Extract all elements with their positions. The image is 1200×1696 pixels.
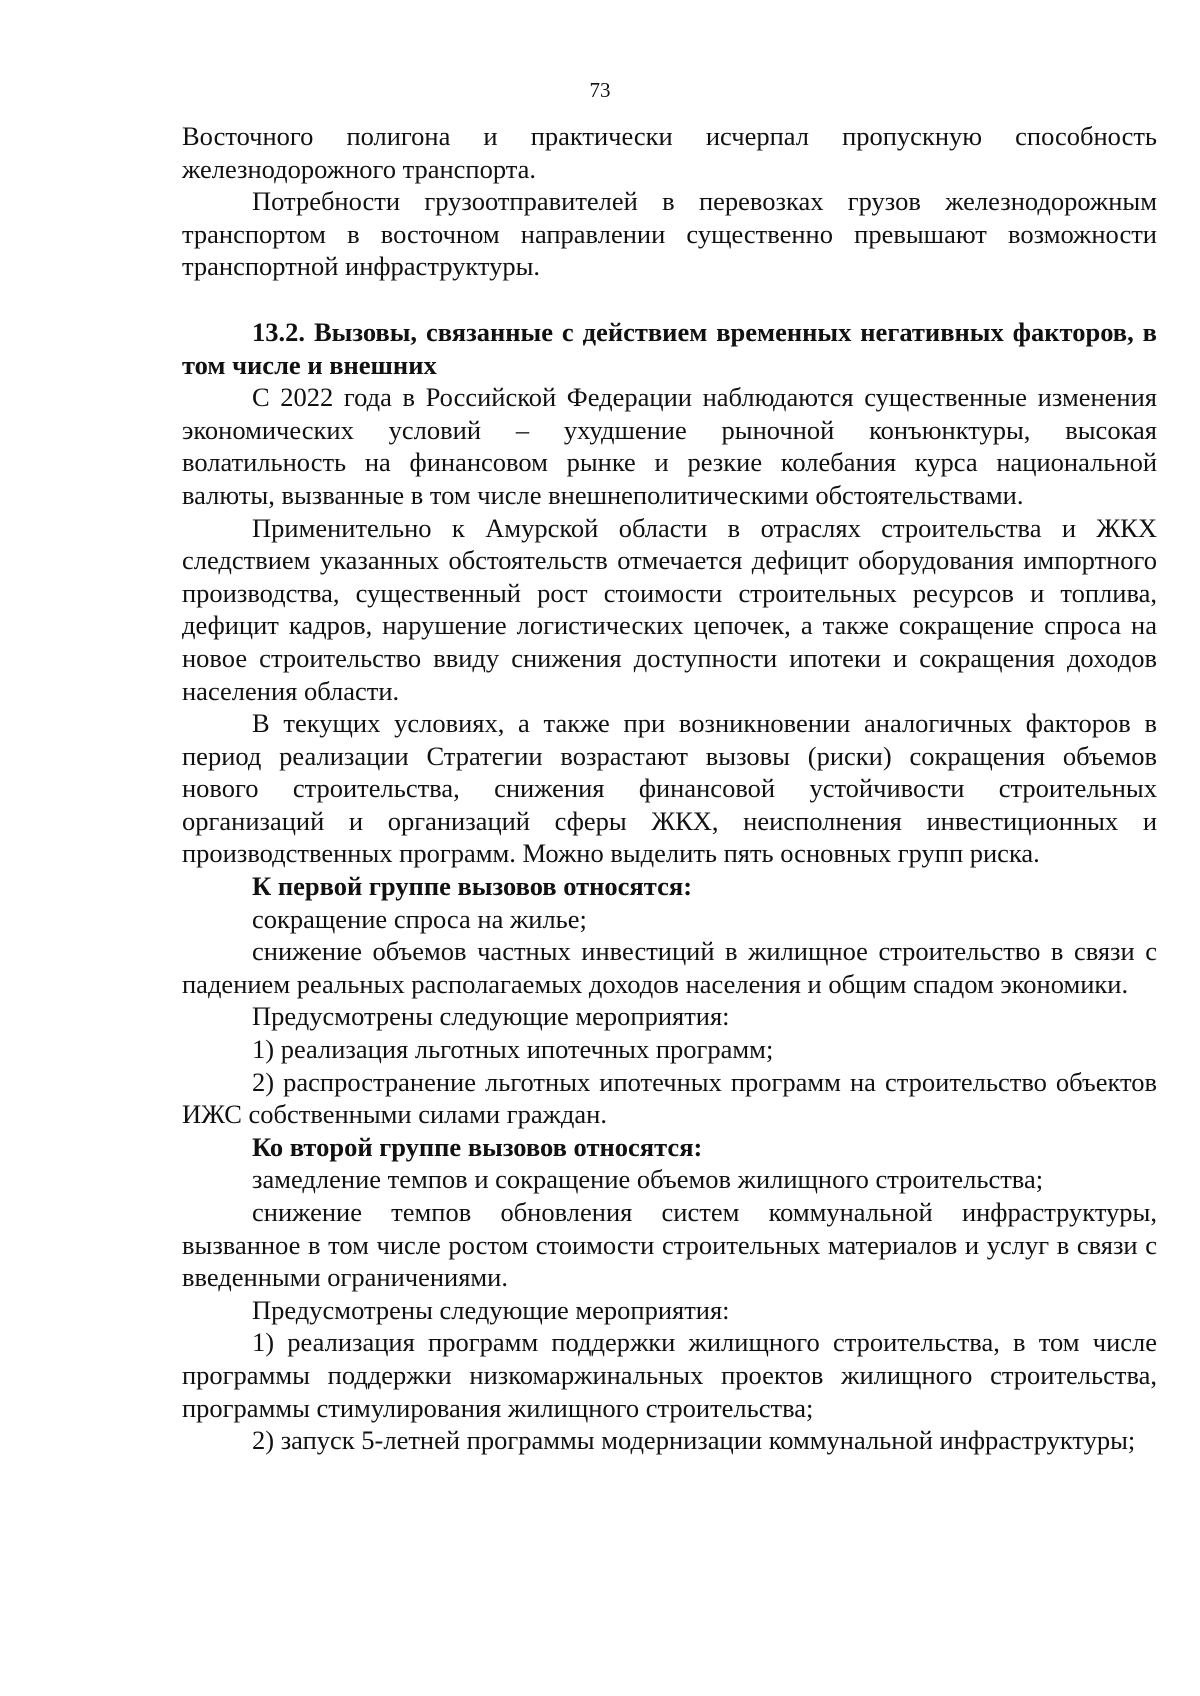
page-number: 73: [589, 78, 611, 102]
section-heading: 13.2. Вызовы, связанные с действием временных негативных факторов, в том числе и внешних: [182, 316, 1157, 380]
paragraph: С 2022 года в Российской Федерации наблюдаются существенные изменения экономических условий – ухудшение рыночной конъюнктуры, высокая волатильность на финансовом рынке и резкие колебания курса национальной валюты, вызванные в том числе внешнеполитическими обстоятельствами.: [182, 382, 1157, 510]
list-item: 1) реализация льготных ипотечных программ;: [252, 1034, 774, 1065]
paragraph: замедление темпов и сокращение объемов жилищного строительства;: [252, 1164, 1044, 1195]
paragraph: Восточного полигона и практически исчерпал пропускную способность железнодорожного транспорта.: [182, 121, 1157, 184]
paragraph: снижение темпов обновления систем коммунальной инфраструктуры, вызванное в том числе ростом стоимости строительных материалов и услуг в связи с введенными ограничениями.: [182, 1197, 1157, 1293]
list-item: 1) реализация программ поддержки жилищного строительства, в том числе программы поддержки низкомаржинальных проектов жилищного строительства, программы стимулирования жилищного строительства;: [182, 1327, 1157, 1423]
paragraph: снижение объемов частных инвестиций в жилищное строительство в связи с падением реальных располагаемых доходов населения и общим спадом экономики.: [182, 936, 1157, 999]
group-heading: Ко второй группе вызовов относятся:: [252, 1131, 703, 1162]
paragraph: В текущих условиях, а также при возникновении аналогичных факторов в период реализации Стратегии возрастают вызовы (риски) сокращения объемов нового строительства, снижения финансовой устойчивости строительных организаций и организаций сферы ЖКХ, неисполнения инвестиционных и производственных программ. Можно выделить пять основных групп риска.: [182, 708, 1157, 869]
list-item: 2) распространение льготных ипотечных программ на строительство объектов ИЖС собственными силами граждан.: [182, 1066, 1157, 1130]
paragraph: Предусмотрены следующие мероприятия:: [252, 1294, 730, 1325]
paragraph: сокращение спроса на жилье;: [252, 903, 587, 934]
paragraph: Предусмотрены следующие мероприятия:: [252, 1001, 730, 1032]
list-item: 2) запуск 5-летней программы модернизации коммунальной инфраструктуры;: [252, 1425, 1136, 1456]
page-body: [182, 120, 1157, 1457]
paragraph: Потребности грузоотправителей в перевозках грузов железнодорожным транспортом в восточном направлении существенно превышают возможности транспортной инфраструктуры.: [182, 186, 1157, 282]
paragraph: Применительно к Амурской области в отраслях строительства и ЖКХ следствием указанных обстоятельств отмечается дефицит оборудования импортного производства, существенный рост стоимости строительных ресурсов и топлива, дефицит кадров, нарушение логистических цепочек, а также сокращение спроса на новое строительство ввиду снижения доступности ипотеки и сокращения доходов населения области.: [182, 512, 1157, 706]
group-heading: К первой группе вызовов относятся:: [252, 871, 693, 902]
